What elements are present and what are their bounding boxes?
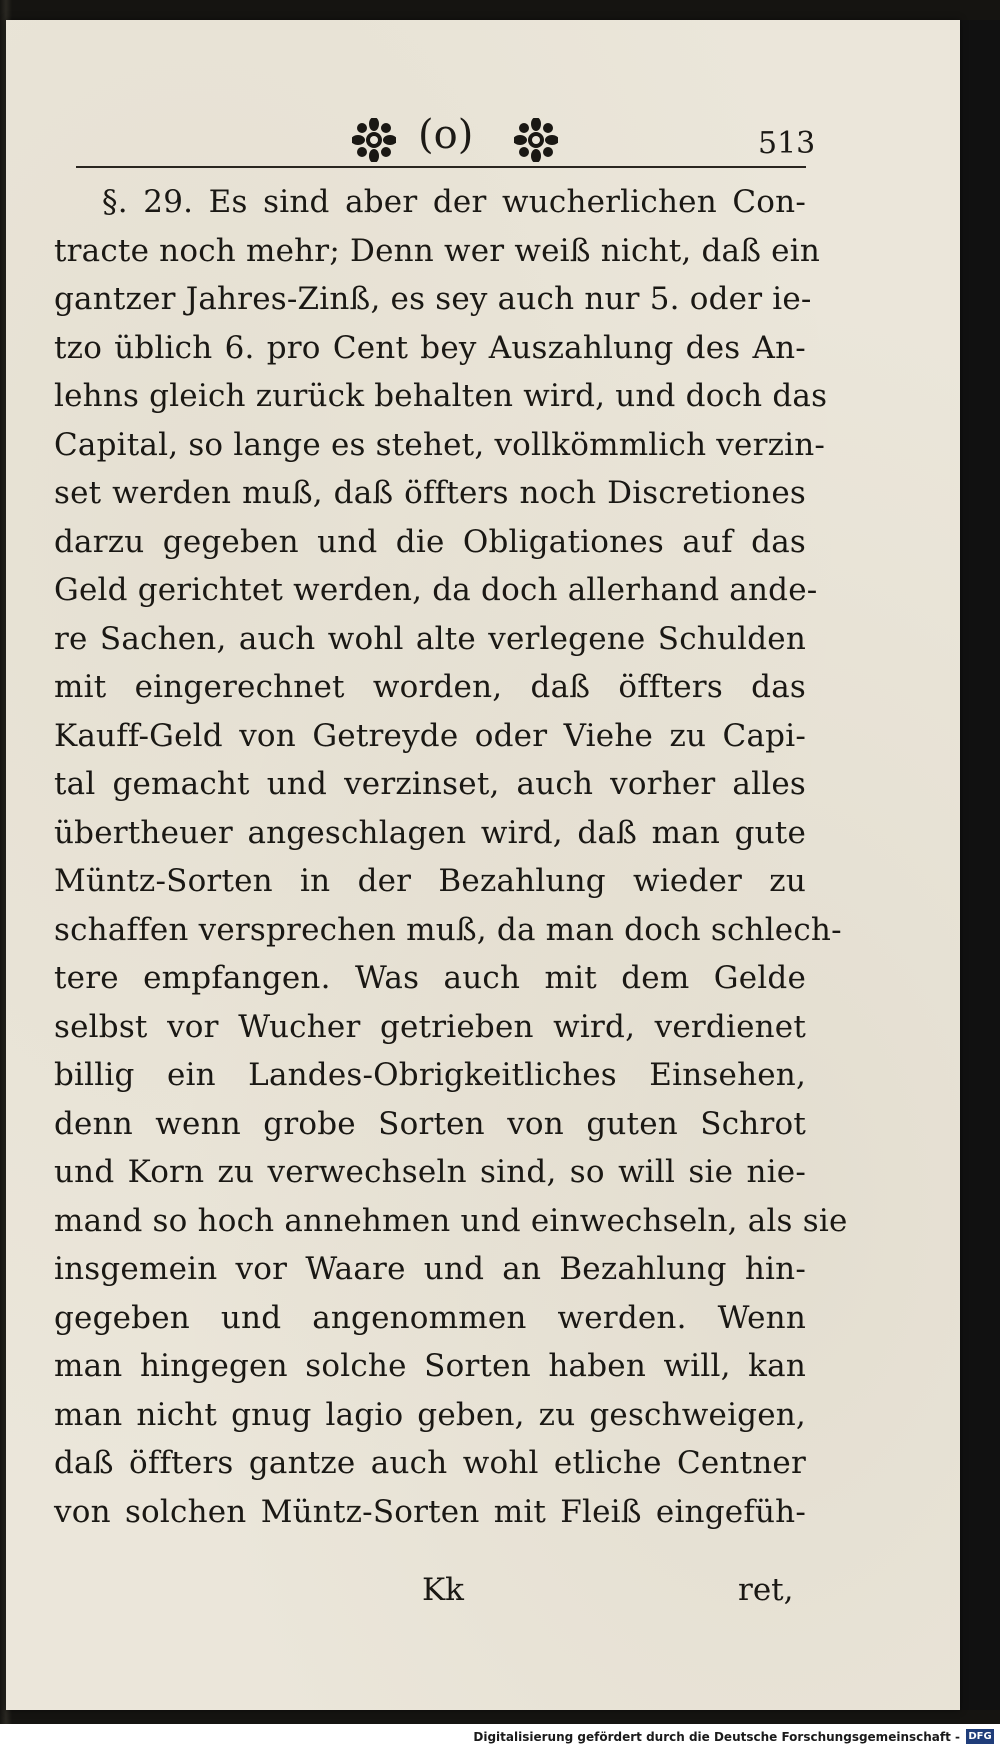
- text-line: darzu gegeben und die Obligationes auf das: [54, 523, 806, 560]
- text-line: man nicht gnug lagio geben, zu geschweigen,: [54, 1396, 806, 1433]
- floral-ornament-icon: [352, 118, 396, 162]
- text-line: und Korn zu verwechseln sind, so will sie nie-: [54, 1154, 806, 1190]
- dfg-logo-icon: DFG: [966, 1729, 994, 1744]
- text-line: tere empfangen. Was auch mit dem Gelde: [54, 960, 806, 996]
- text-line: Capital, so lange es stehet, vollkömmlich verzin-: [54, 426, 826, 463]
- book-page: [6, 20, 960, 1710]
- page-header: [6, 112, 960, 172]
- text-line: mand so hoch annehmen und einwechseln, als sie: [54, 1202, 848, 1239]
- text-line: re Sachen, auch wohl alte verlegene Schulden: [54, 620, 806, 657]
- text-line: Geld gerichtet werden, da doch allerhand ande-: [54, 572, 818, 608]
- text-line: übertheuer angeschlagen wird, daß man gute: [54, 814, 806, 851]
- digitization-credit: Digitalisierung gefördert durch die Deutsche Forschungsgemeinschaft -: [473, 1730, 960, 1744]
- digitization-credit-bar: [0, 1724, 1000, 1751]
- text-line: set werden muß, daß öffters noch Discretiones: [54, 475, 806, 511]
- body-paragraph: [54, 178, 848, 1536]
- text-line: tal gemacht und verzinset, auch vorher alles: [54, 766, 806, 802]
- text-line: mit eingerechnet worden, daß öffters das: [54, 669, 806, 705]
- text-line: lehns gleich zurück behalten wird, und doch das: [54, 378, 828, 414]
- text-line: Kauff-Geld von Getreyde oder Viehe zu Capi-: [54, 717, 806, 754]
- header-rule: [76, 166, 806, 168]
- text-line: denn wenn grobe Sorten von guten Schrot: [54, 1105, 806, 1142]
- text-line: tracte noch mehr; Denn wer weiß nicht, daß ein: [54, 232, 820, 269]
- text-line: gegeben und angenommen werden. Wenn: [54, 1299, 806, 1336]
- text-line: gantzer Jahres-Zinß, es sey auch nur 5. oder ie-: [54, 281, 812, 317]
- text-line: tzo üblich 6. pro Cent bey Auszahlung des An-: [54, 329, 806, 366]
- page-number: 513: [758, 126, 816, 161]
- text-line: daß öffters gantze auch wohl etliche Centner: [54, 1445, 806, 1481]
- text-line: selbst vor Wucher getrieben wird, verdienet: [54, 1008, 806, 1045]
- header-center-mark: (o): [418, 112, 474, 158]
- floral-ornament-icon: [514, 118, 558, 162]
- text-line: Müntz-Sorten in der Bezahlung wieder zu: [54, 863, 806, 899]
- text-line: billig ein Landes-Obrigkeitliches Einsehen,: [54, 1057, 806, 1093]
- text-line: §. 29. Es sind aber der wucherlichen Con-: [102, 184, 806, 220]
- text-line: man hingegen solche Sorten haben will, kan: [54, 1348, 806, 1384]
- text-line: schaffen versprechen muß, da man doch schlech-: [54, 911, 842, 948]
- text-line: von solchen Müntz-Sorten mit Fleiß eingefüh-: [54, 1493, 806, 1530]
- scan-edge: [960, 20, 1000, 1710]
- text-line: insgemein vor Waare und an Bezahlung hin-: [54, 1251, 806, 1287]
- catchword: ret,: [738, 1572, 794, 1608]
- signature-mark: Kk: [422, 1572, 464, 1608]
